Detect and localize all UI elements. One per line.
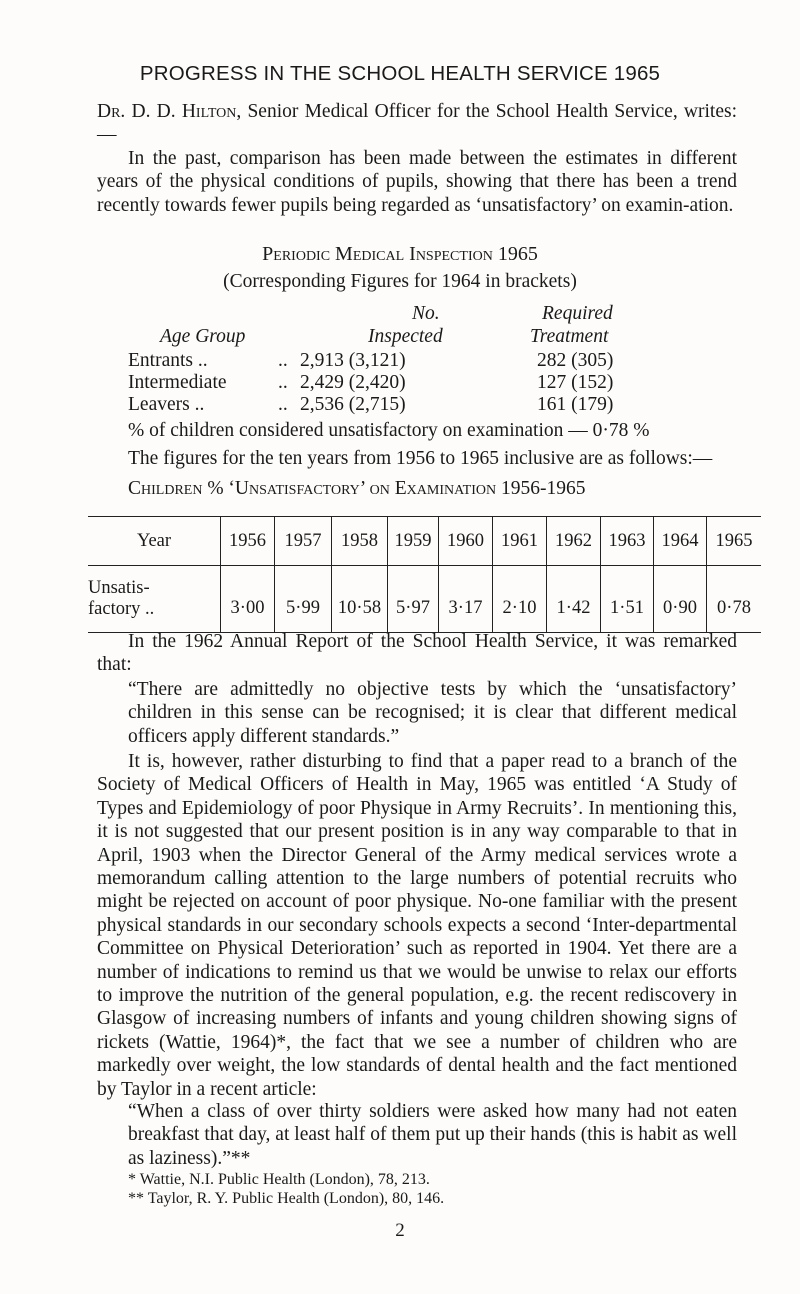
value-cell: 10·58: [332, 566, 388, 633]
value-cell: 3·17: [439, 566, 493, 633]
row-leavers-inspected: 2,536 (2,715): [300, 394, 406, 415]
ten-year-intro: The figures for the ten years from 1956 to 1965 inclusive are as follows:—: [128, 448, 713, 469]
row-label: Unsatis- factory ..: [88, 566, 221, 633]
table-heading: Children % ‘Unsatisfactory’ on Examination 1956-1965: [128, 478, 586, 499]
value-cell: 2·10: [493, 566, 547, 633]
quote-breakfast: “When a class of over thirty soldiers were asked how many had not eaten breakfast that day, at least half of them put up their hands (this is habit as well as laziness).”**: [128, 1101, 737, 1169]
row-entrants-treatment: 282 (305): [537, 350, 614, 371]
value-cell: 1·51: [601, 566, 654, 633]
year-cell: 1963: [601, 517, 654, 566]
footnote: * Wattie, N.I. Public Health (London), 78, 213.: [128, 1171, 430, 1188]
inspection-heading: Periodic Medical Inspection 1965: [262, 243, 538, 265]
unsatisfactory-summary: % of children considered unsatisfactory on examination — 0·78 %: [128, 420, 650, 441]
intro-paragraph: [97, 100, 737, 147]
row-leavers-group: Leavers ..: [128, 394, 205, 415]
year-cell: 1958: [332, 517, 388, 566]
year-cell: 1965: [707, 517, 762, 566]
col-req-line1: Required: [542, 303, 613, 324]
footnote: ** Taylor, R. Y. Public Health (London), 80, 146.: [128, 1190, 445, 1207]
year-cell: 1962: [547, 517, 601, 566]
row-intermediate-inspected: 2,429 (2,420): [300, 372, 406, 393]
row-intermediate-treatment: 127 (152): [537, 372, 614, 393]
year-label: Year: [88, 517, 221, 566]
author-name: Dr. D. D. Hilton: [97, 101, 237, 122]
value-cell: 5·97: [388, 566, 439, 633]
row-entrants-group: Entrants ..: [128, 350, 208, 371]
intro-text: , Senior Medical Officer for the School Health Service, writes:—: [97, 101, 737, 146]
value-cell: 1·42: [547, 566, 601, 633]
page-number: 2: [395, 1220, 405, 1241]
year-cell: 1957: [275, 517, 332, 566]
row-entrants-inspected: 2,913 (3,121): [300, 350, 406, 371]
row-entrants-dots: ..: [278, 350, 288, 371]
paragraph-trend: In the past, comparison has been made between the estimates in different years of the physical conditions of pupils, showing that there has been a trend recently towards fewer pupils being regarded as ‘unsatisfactory’ on examin-ation.: [97, 148, 737, 216]
year-cell: 1961: [493, 517, 547, 566]
paragraph-physique: It is, however, rather disturbing to find that a paper read to a branch of the Society of Medical Officers of Health in May, 1965 was entitled ‘A Study of Types and Epidemiology of poor Physique in Army Recruits’. In mentioning this, it is not suggested that our present position is in any way comparable to that in April, 1903 when the Director General of the Army medical services wrote a memorandum calling attention to the large numbers of potential recruits who might be rejected on account of poor physique. No-one familiar with the present physical standards in our secondary schools expects a second ‘Inter-departmental Committee on Physical Deterioration’ such as reported in 1904. Yet there are a number of indications to remind us that we would be unwise to relax our efforts to improve the nutrition of the general population, e.g. the recent rediscovery in Glasgow of increasing numbers of infants and young children showing signs of rickets (Wattie, 1964)*, the fact that we see a number of children who are markedly over weight, the low standards of dental health and the fact mentioned by Taylor in a recent article:: [97, 751, 737, 1100]
col-no-line1: No.: [412, 303, 440, 324]
col-no-line2: Inspected: [368, 326, 443, 347]
paragraph-1962-report: In the 1962 Annual Report of the School Health Service, it was remarked that:: [97, 631, 737, 676]
value-cell: 5·99: [275, 566, 332, 633]
page-title: PROGRESS IN THE SCHOOL HEALTH SERVICE 1965: [139, 62, 661, 85]
row-leavers-dots: ..: [278, 394, 288, 415]
row-leavers-treatment: 161 (179): [537, 394, 614, 415]
value-cell: 3·00: [221, 566, 275, 633]
unsatisfactory-table: [88, 516, 761, 633]
row-intermediate-dots: ..: [278, 372, 288, 393]
value-cell: 0·90: [654, 566, 707, 633]
inspection-subheading: (Corresponding Figures for 1964 in brackets): [223, 271, 577, 292]
col-age-group: Age Group: [160, 326, 246, 347]
year-cell: 1956: [221, 517, 275, 566]
value-cell: 0·78: [707, 566, 762, 633]
quote-unsatisfactory: “There are admittedly no objective tests by which the ‘unsatisfactory’ children in this sense can be recognised; it is clear that different medical officers apply different standards.”: [128, 679, 737, 747]
row-intermediate-group: Intermediate: [128, 372, 227, 393]
year-cell: 1964: [654, 517, 707, 566]
year-cell: 1959: [388, 517, 439, 566]
year-cell: 1960: [439, 517, 493, 566]
col-req-line2: Treatment: [530, 326, 609, 347]
